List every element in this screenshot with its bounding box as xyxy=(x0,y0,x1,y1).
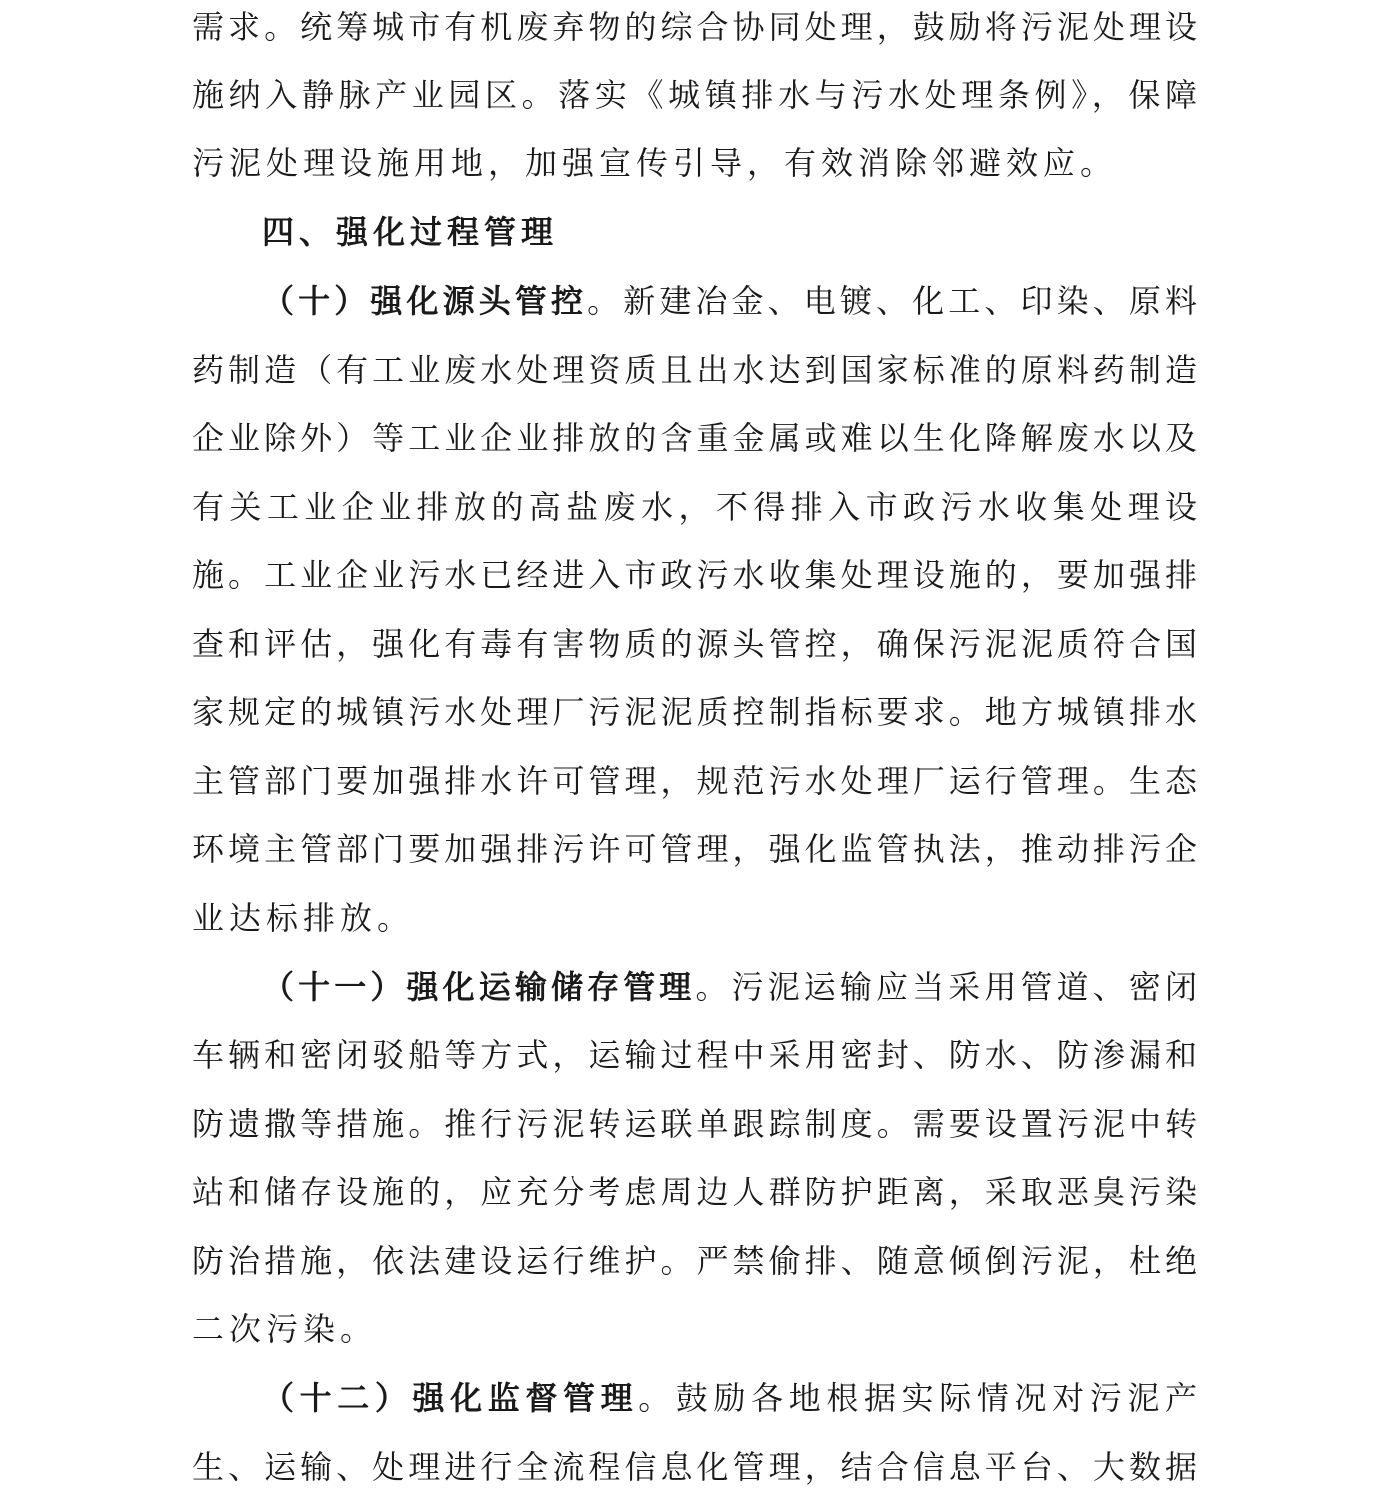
text-line: 生、运输、处理进行全流程信息化管理，结合信息平台、大数据 xyxy=(192,1448,1198,1486)
text-run: 。鼓励各地根据实际情况对污泥产 xyxy=(638,1379,1198,1417)
text-line: 施。工业企业污水已经进入市政污水收集处理设施的，要加强排 xyxy=(192,556,1198,594)
section-heading: 四、强化过程管理 xyxy=(262,213,559,251)
subsection-12-title: （十二）强化监督管理 xyxy=(262,1379,639,1417)
text-line: 查和评估，强化有毒有害物质的源头管控，确保污泥泥质符合国 xyxy=(192,625,1198,663)
text-line: 主管部门要加强排水许可管理，规范污水处理厂运行管理。生态 xyxy=(192,762,1198,800)
text-line: 家规定的城镇污水处理厂污泥泥质控制指标要求。地方城镇排水 xyxy=(192,693,1198,731)
text-run: 。新建冶金、电镀、化工、印染、原料 xyxy=(587,282,1198,320)
subsection-10-title: （十）强化源头管控 xyxy=(262,282,588,320)
text-line: 防治措施，依法建设运行维护。严禁偷排、随意倾倒污泥，杜绝 xyxy=(192,1242,1198,1280)
text-line: 有关工业企业排放的高盐废水，不得排入市政污水收集处理设 xyxy=(192,488,1198,526)
subsection-11-first-line xyxy=(262,953,1198,1021)
text-line: 站和储存设施的，应充分考虑周边人群防护距离，采取恶臭污染 xyxy=(192,1173,1198,1211)
text-line: 企业除外）等工业企业排放的含重金属或难以生化降解废水以及 xyxy=(192,419,1198,457)
subsection-10-first-line xyxy=(262,267,1198,335)
text-line: 防遗撒等措施。推行污泥转运联单跟踪制度。需要设置污泥中转 xyxy=(192,1105,1198,1143)
text-line: 业达标排放。 xyxy=(192,899,415,937)
text-line: 污泥处理设施用地，加强宣传引导，有效消除邻避效应。 xyxy=(192,144,1118,182)
text-line: 药制造（有工业废水处理资质且出水达到国家标准的原料药制造 xyxy=(192,351,1198,389)
text-line: 施纳入静脉产业园区。落实《城镇排水与污水处理条例》，保障 xyxy=(192,76,1198,114)
text-run: 。污泥运输应当采用管道、密闭 xyxy=(695,968,1198,1006)
subsection-11-title: （十一）强化运输储存管理 xyxy=(262,968,696,1006)
text-line: 车辆和密闭驳船等方式，运输过程中采用密封、防水、防渗漏和 xyxy=(192,1036,1198,1074)
subsection-12-first-line xyxy=(262,1364,1198,1432)
text-line: 环境主管部门要加强排污许可管理，强化监管执法，推动排污企 xyxy=(192,830,1198,868)
text-line: 二次污染。 xyxy=(192,1310,378,1348)
text-line: 需求。统筹城市有机废弃物的综合协同处理，鼓励将污泥处理设 xyxy=(192,8,1198,46)
